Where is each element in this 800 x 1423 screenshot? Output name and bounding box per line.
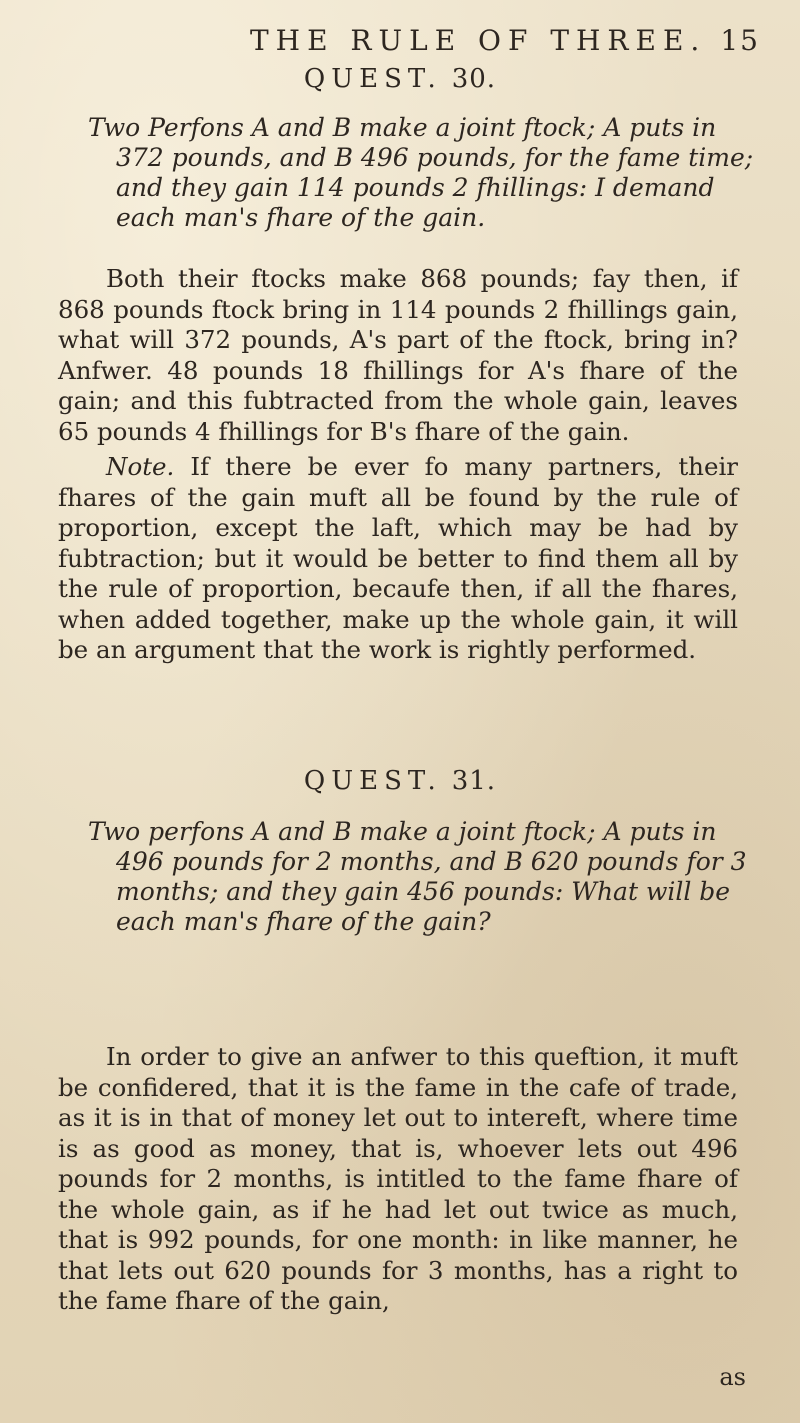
quest-31-label: QUEST. xyxy=(303,766,442,796)
quest-30-problem: Two Perfons A and B make a joint ftock; A puts in 372 pounds, and B 496 pounds, for the fame time; and they gain 114 pounds 2 fhillings: I demand each man's fhare of the gain. xyxy=(88,113,754,232)
note-label: Note. xyxy=(106,452,175,481)
quest-31-number: 31. xyxy=(451,766,497,796)
quest-31-answer: In order to give an anfwer to this queftion, it muft be confidered, that it is the fame in the cafe of trade, as it is in that of money let out to intereft, where time is as good as money, that is, whoever lets out 496 pounds for 2 months, is intitled to the fame fhare of the whole gain, as if he had let out twice as much, that is 992 pounds, for one month: in like manner, he that lets out 620 pounds for 3 months, has a right to the fame fhare of the gain, xyxy=(58,1042,738,1315)
quest-30-label: QUEST. xyxy=(303,64,442,94)
note-text: If there be ever fo many partners, their fhares of the gain muft all be found by the rule of proportion, except the laft, which may be had by fubtraction; but it would be better to find them all by the rule of proportion, becaufe then, if all the fhares, when added together, make up the whole gain, it will be an argument that the work is rightly performed. xyxy=(58,452,738,664)
quest-30-answer: Both their ftocks make 868 pounds; fay then, if 868 pounds ftock bring in 114 pounds 2 fhillings gain, what will 372 pounds, A's part of the ftock, bring in? Anfwer. 48 pounds 18 fhillings for A's fhare of the gain; and this fubtracted from the whole gain, leaves 65 pounds 4 fhillings for B's fhare of the gain. xyxy=(58,264,738,446)
catchword: as xyxy=(719,1363,746,1391)
quest-30-note xyxy=(58,452,738,666)
quest-31-problem: Two perfons A and B make a joint ftock; A puts in 496 pounds for 2 months, and B 620 pounds for 3 months; and they gain 456 pounds: What will be each man's fhare of the gain? xyxy=(88,817,747,936)
page-number: 15 xyxy=(720,24,760,57)
running-head xyxy=(250,24,770,64)
quest-30-heading xyxy=(0,64,800,94)
running-head-title: THE RULE OF THREE. xyxy=(250,24,707,57)
quest-31-heading xyxy=(0,766,800,796)
quest-30-number: 30. xyxy=(451,64,497,94)
